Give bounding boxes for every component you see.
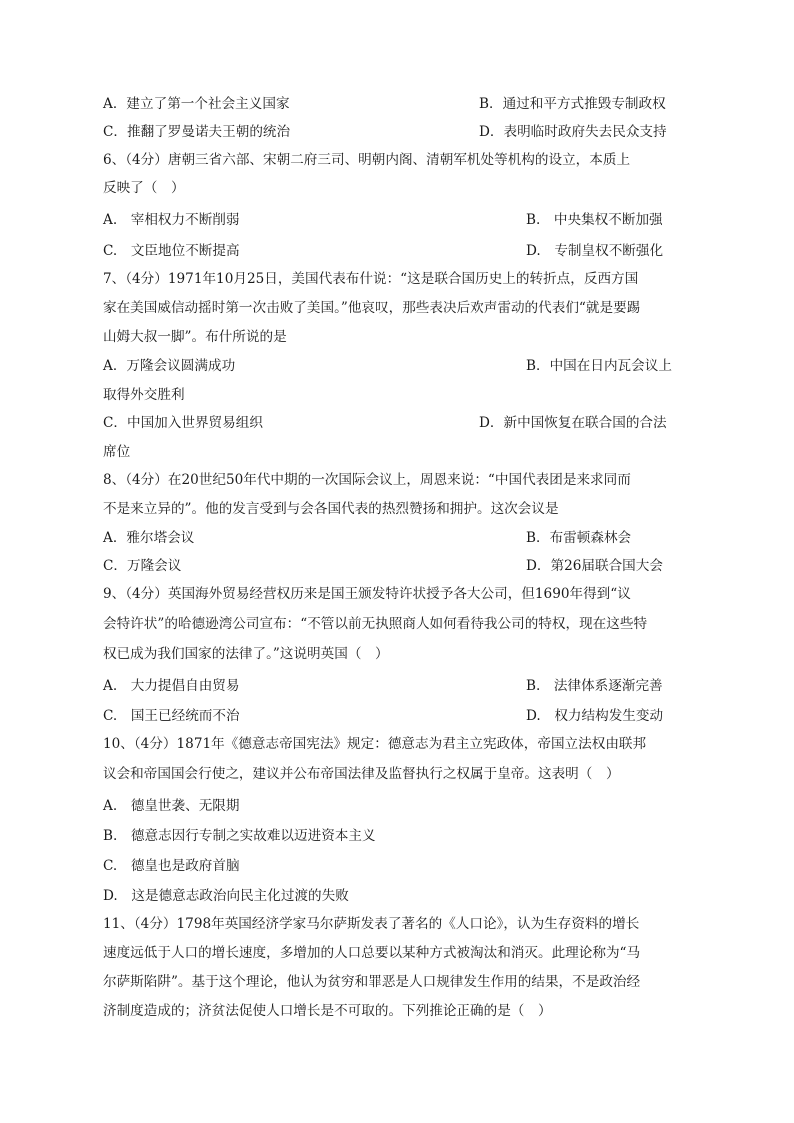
q10-stem-line2: 议会和帝国国会行使之，建议并公布帝国法律及监督执行之权属于皇帝。这表明（ ）: [103, 766, 620, 782]
q9-stem-line2: 会特许状”的哈德逊湾公司宣布：“不管以前无执照商人如何看待我公司的特权，现在这些特: [103, 616, 648, 632]
q9-stem-line3: 权已成为我们国家的法律了。”这说明英国（ ）: [103, 646, 389, 662]
q11-stem-line3: 尔萨斯陷阱”。基于这个理论，他认为贫穷和罪恶是人口规律发生作用的结果，不是政治经: [103, 974, 641, 990]
q8-stem-line1: 8、（4分）在20世纪50年代中期的一次国际会议上，周恩来说：“中国代表团是来求同而: [103, 472, 631, 488]
q5-option-c[interactable]: C．推翻了罗曼诺夫王朝的统治: [103, 124, 291, 140]
q8-option-d[interactable]: D．第26届联合国大会: [526, 558, 663, 574]
q9-stem-line1: 9、（4分）英国海外贸易经营权历来是国王颁发特许状授予各大公司，但1690年得到“议: [103, 586, 631, 602]
q7-option-b[interactable]: B．中国在日内瓦会议上: [526, 358, 672, 374]
q10-option-d[interactable]: D. 这是德意志政治向民主化过渡的失败: [103, 888, 349, 904]
q9-option-d[interactable]: D. 权力结构发生变动: [526, 708, 664, 724]
q6-option-c[interactable]: C. 文臣地位不断提高: [103, 243, 240, 259]
q10-stem-line1: 10、（4分）1871年《德意志帝国宪法》规定：德意志为君主立宪政体，帝国立法权由联邦: [103, 736, 647, 752]
q7-stem-line3: 山姆大叔一脚”。布什所说的是: [103, 329, 287, 345]
q7-option-d-continued: 席位: [103, 444, 131, 460]
q7-stem-line1: 7、（4分）1971年10月25日，美国代表布什说：“这是联合国历史上的转折点，反西方国: [103, 271, 639, 287]
q9-option-a[interactable]: A. 大力提倡自由贸易: [103, 678, 240, 694]
q8-stem-line2: 不是来立异的”。他的发言受到与会各国代表的热烈赞扬和拥护。这次会议是: [103, 501, 559, 517]
q8-option-a[interactable]: A．雅尔塔会议: [103, 530, 195, 546]
q5-option-d[interactable]: D．表明临时政府失去民众支持: [479, 124, 667, 140]
q6-option-b[interactable]: B. 中央集权不断加强: [526, 212, 663, 228]
q9-option-b[interactable]: B. 法律体系逐渐完善: [526, 678, 663, 694]
q7-option-d[interactable]: D．新中国恢复在联合国的合法: [479, 415, 667, 431]
q5-option-a[interactable]: A．建立了第一个社会主义国家: [103, 96, 290, 112]
q5-option-b[interactable]: B．通过和平方式推毁专制政权: [479, 96, 666, 112]
q11-stem-line1: 11、（4分）1798年英国经济学家马尔萨斯发表了著名的《人口论》，认为生存资料的增长: [103, 916, 640, 932]
q11-stem-line2: 速度远低于人口的增长速度，多增加的人口总要以某种方式被淘汰和消灭。此理论称为“马: [103, 945, 641, 961]
q8-option-b[interactable]: B．布雷顿森林会: [526, 530, 632, 546]
q7-stem-line2: 家在美国威信动摇时第一次击败了美国。”他哀叹，那些表决后欢声雷动的代表们“就是要踢: [103, 300, 641, 316]
q10-option-c[interactable]: C. 德皇也是政府首脑: [103, 858, 240, 874]
q6-option-a[interactable]: A. 宰相权力不断削弱: [103, 212, 240, 228]
q9-option-c[interactable]: C. 国王已经统而不治: [103, 708, 240, 724]
q11-stem-line4: 济制度造成的；济贫法促使人口增长是不可取的。下列推论正确的是（ ）: [103, 1003, 552, 1019]
q10-option-a[interactable]: A. 德皇世袭、无限期: [103, 798, 240, 814]
q6-stem-line2: 反映了（ ）: [103, 180, 185, 196]
q7-option-a[interactable]: A．万隆会议圆满成功: [103, 358, 236, 374]
q6-stem-line1: 6、（4分）唐朝三省六部、宋朝二府三司、明朝内阁、清朝军机处等机构的设立，本质上: [103, 152, 631, 168]
q10-option-b[interactable]: B. 德意志因行专制之实故难以迈进资本主义: [103, 828, 376, 844]
q7-option-b-continued: 取得外交胜利: [103, 387, 185, 403]
q8-option-c[interactable]: C．万隆会议: [103, 558, 182, 574]
q6-option-d[interactable]: D. 专制皇权不断强化: [526, 243, 664, 259]
q7-option-c[interactable]: C．中国加入世界贸易组织: [103, 415, 263, 431]
